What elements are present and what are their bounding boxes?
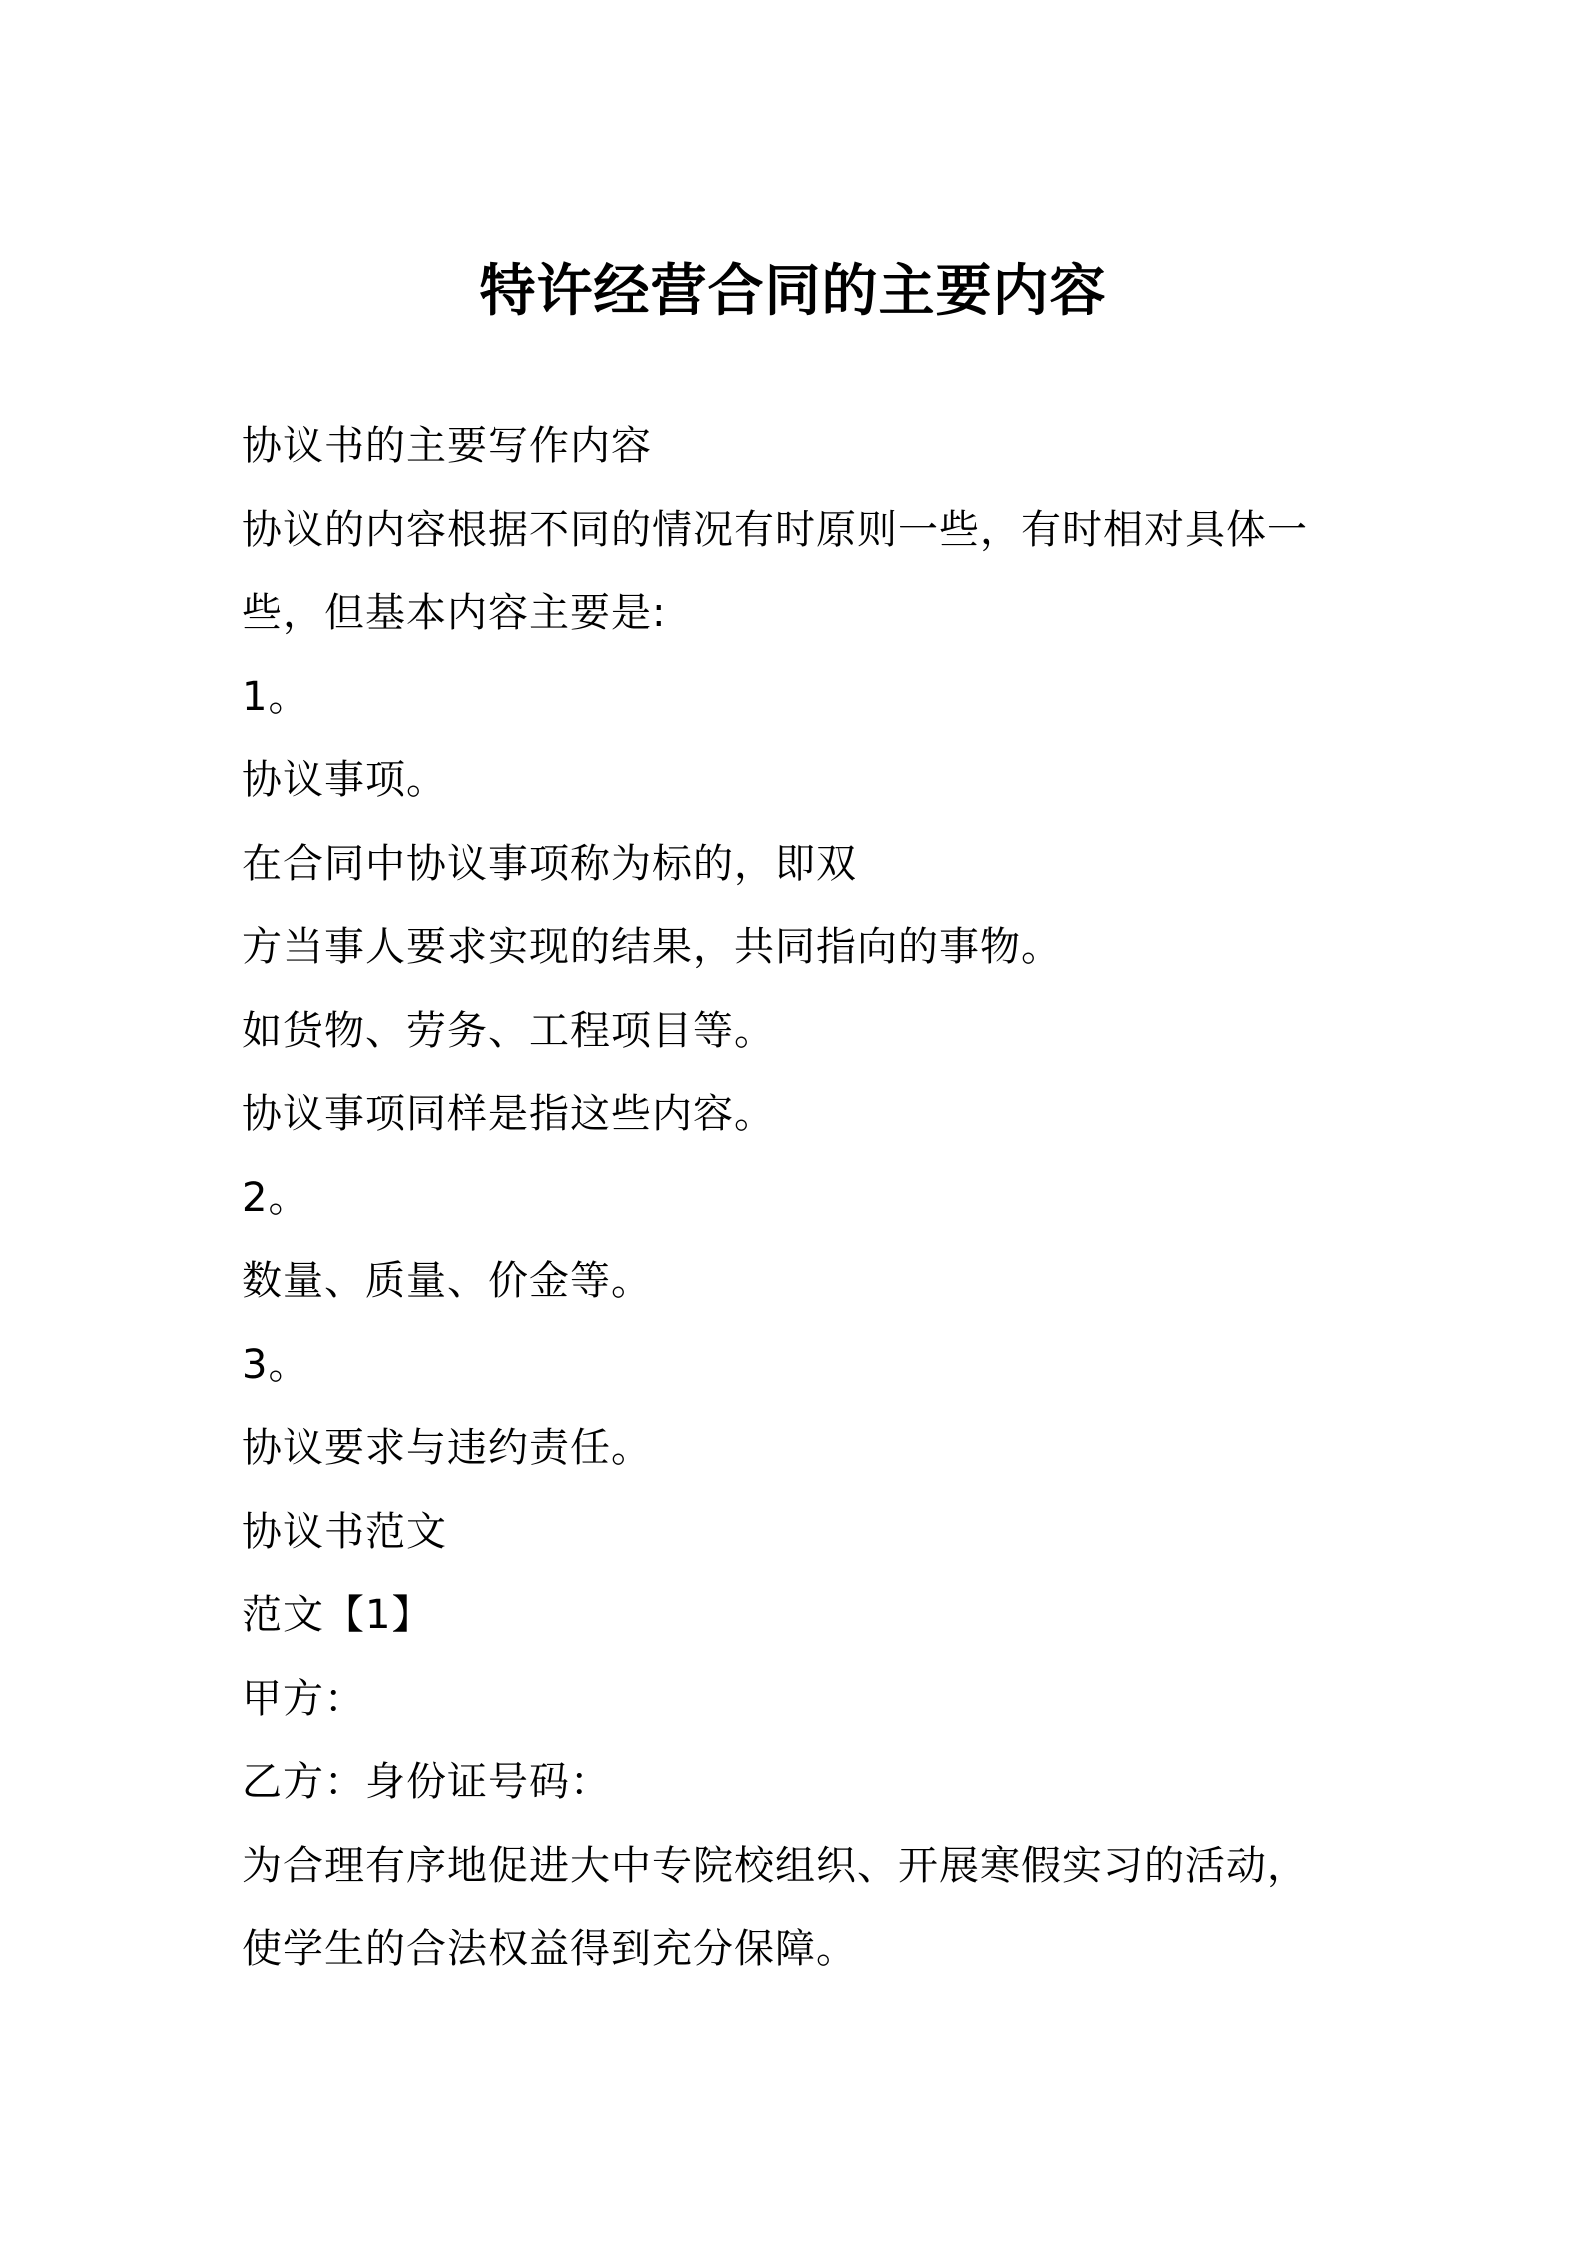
party-a-line: 甲方： xyxy=(242,1675,365,1722)
paragraph-line: 方当事人要求实现的结果，共同指向的事物。 xyxy=(242,924,1062,970)
list-number: 3。 xyxy=(242,1341,310,1388)
section-heading-sample: 协议书范文 xyxy=(242,1508,447,1555)
list-item-heading: 协议事项。 xyxy=(242,757,447,803)
paragraph-line: 协议事项同样是指这些内容。 xyxy=(242,1091,775,1137)
sample-label: 范文【1】 xyxy=(242,1592,433,1638)
paragraph-line: 使学生的合法权益得到充分保障。 xyxy=(242,1926,857,1972)
document-body xyxy=(242,405,1382,1992)
party-b-line: 乙方：身份证号码： xyxy=(242,1759,611,1805)
list-number: 2。 xyxy=(242,1174,310,1221)
document-title: 特许经营合同的主要内容 xyxy=(479,259,1107,324)
list-item-heading: 协议要求与违约责任。 xyxy=(242,1425,652,1471)
paragraph-line: 些，但基本内容主要是: xyxy=(242,590,667,636)
section-heading-writing-content: 协议书的主要写作内容 xyxy=(242,423,652,469)
paragraph-line: 在合同中协议事项称为标的，即双 xyxy=(242,840,857,887)
list-item-heading: 数量、质量、价金等。 xyxy=(242,1258,652,1304)
paragraph-line: 协议的内容根据不同的情况有时原则一些，有时相对具体一 xyxy=(242,506,1308,553)
list-number: 1。 xyxy=(242,673,310,720)
paragraph-line: 为合理有序地促进大中专院校组织、开展寒假实习的活动， xyxy=(242,1842,1308,1889)
paragraph-line: 如货物、劳务、工程项目等。 xyxy=(242,1007,775,1054)
